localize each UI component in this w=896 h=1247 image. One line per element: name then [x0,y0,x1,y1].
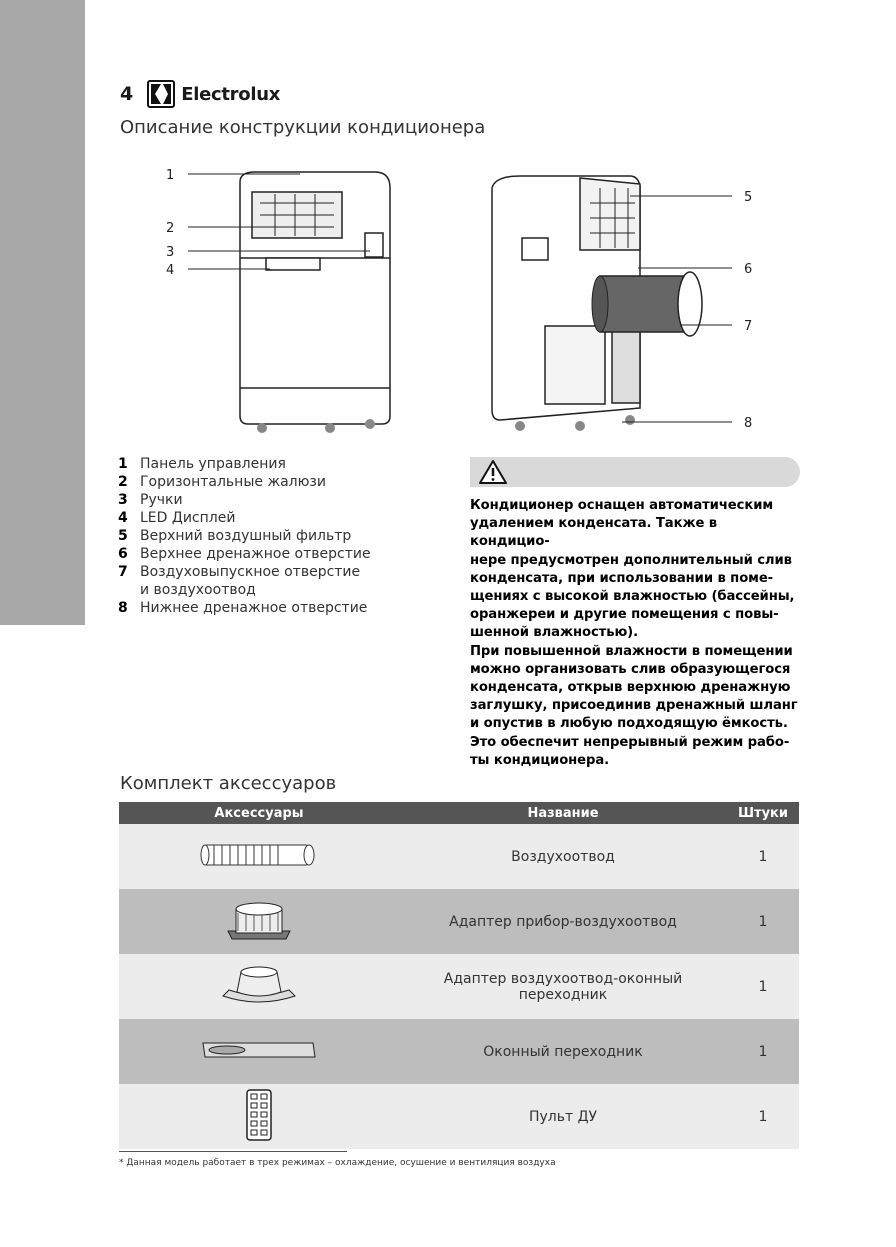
warning-box [470,457,800,770]
row-qty: 1 [727,889,799,954]
table-row [119,1019,799,1084]
section-title-design: Описание конструкции кондиционера [120,117,486,138]
electrolux-logo-icon [147,80,175,108]
row-name: Воздухоотвод [399,824,727,889]
device-adapter-icon [224,897,294,943]
callout-2: 2 [166,221,175,236]
table-row [119,824,799,889]
window-slider-icon [199,1035,319,1065]
side-strip [0,0,85,625]
window-adapter-icon [219,962,299,1008]
brand-name: Electrolux [181,83,281,105]
table-row [119,954,799,1019]
header-name: Название [399,802,727,824]
warning-bar [470,457,800,487]
table-header-row [119,802,799,824]
air-conditioner-illustration [160,158,780,443]
warning-triangle-icon [478,459,508,485]
exhaust-duct [592,272,702,336]
accessories-table [119,802,799,1149]
callout-4: 4 [166,263,175,278]
table-row [119,1084,799,1149]
row-qty: 1 [727,954,799,1019]
callout-1: 1 [166,168,175,183]
row-name: Пульт ДУ [399,1084,727,1149]
list-item: 2 Горизонтальные жалюзи [118,474,326,490]
list-item: 5 Верхний воздушный фильтр [118,528,352,544]
air-duct-icon [199,835,319,875]
footnote-divider [119,1151,347,1152]
callout-6: 6 [744,262,753,277]
row-name: Адаптер прибор-воздухоотвод [399,889,727,954]
row-name: Адаптер воздухоотвод-оконный переходник [399,954,727,1019]
list-item: 7 Воздуховыпускное отверстие [118,564,361,580]
row-qty: 1 [727,1019,799,1084]
page-number: 4 [120,83,134,105]
callout-7: 7 [744,319,753,334]
header-qty: Штуки [727,802,799,824]
table-row [119,889,799,954]
warning-text: Кондиционер оснащен автоматическим удалением конденсата. Также в кондицио- нере предусмотрен дополнительный слив конденсата, при использовании в поме- щениях с высокой влажностью (бассейны, оранжереи и другие помещения с повы- шенной влажностью). При повышенной влажности в помещении можно организовать слив образующегося конденсата, открыв верхнюю дренажную заглушку, присоединив дренажный шланг и опустив в любую подходящую ёмкость. Это обеспечит непрерывный режим рабо- ты кондиционера. [470,498,798,768]
list-item: и воздухоотвод [140,582,256,598]
parts-list [118,455,371,617]
row-name: Оконный переходник [399,1019,727,1084]
list-item: 3 Ручки [118,492,183,508]
header-accessories: Аксессуары [119,802,399,824]
callout-8: 8 [744,416,753,431]
list-item: 4 LED Дисплей [118,510,236,526]
callout-3: 3 [166,245,175,260]
list-item: 8 Нижнее дренажное отверстие [118,600,368,616]
page-header [120,80,280,108]
list-item: 1 Панель управления [118,456,286,472]
row-qty: 1 [727,824,799,889]
list-item: 6 Верхнее дренажное отверстие [118,546,371,562]
callout-5: 5 [744,190,753,205]
remote-control-icon [244,1088,274,1142]
footnote: * Данная модель работает в трех режимах – охлаждение, осушение и вентиляция воздуха [119,1158,556,1168]
section-title-accessories: Комплект аксессуаров [120,773,337,794]
row-qty: 1 [727,1084,799,1149]
